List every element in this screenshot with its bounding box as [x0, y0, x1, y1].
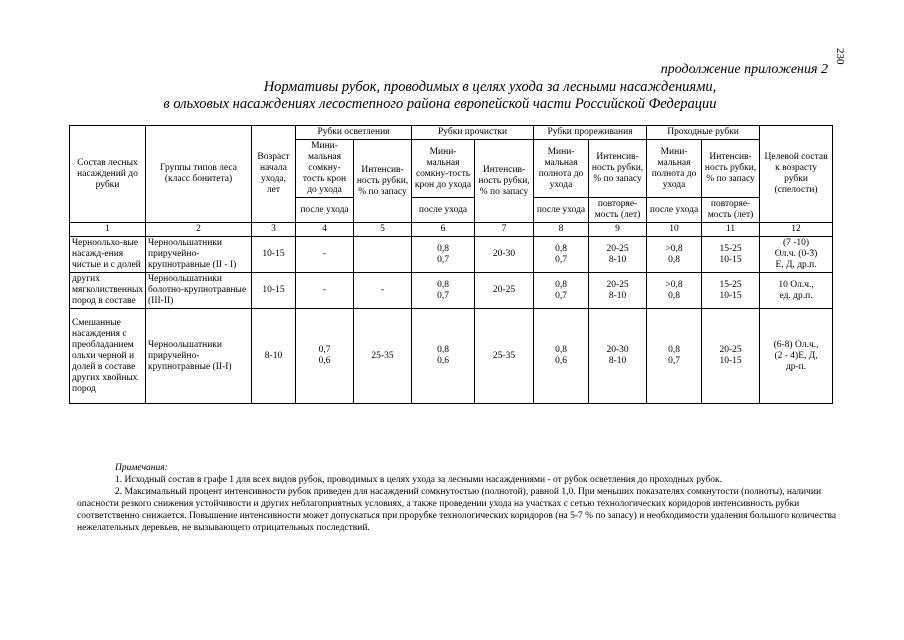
- table-cell: Черноольшатники приручейно-крупнотравные (II - I): [146, 237, 252, 273]
- column-number: 1: [70, 223, 146, 237]
- column-number: 8: [534, 223, 589, 237]
- header-osvetl: Рубки осветления: [296, 126, 412, 140]
- table-cell: 0,7 0,6: [296, 309, 354, 404]
- column-number: 12: [760, 223, 833, 237]
- header-sostav: Состав лесных насаждений до рубки: [70, 126, 146, 223]
- table-cell: (7 -10) Ол.ч. (0-3) Е, Д, др.п.: [760, 237, 833, 273]
- header-intens: Интенсив-ность рубки, % по запасу: [702, 140, 760, 198]
- table-cell: 10-15: [252, 237, 296, 273]
- table-cell: Смешанные насаждения с преобладанием ольхи черной и долей в составе других хвойных пород: [70, 309, 146, 404]
- header-min-poln: Мини-мальная полнота до ухода: [534, 140, 589, 198]
- table-cell: 25-35: [475, 309, 534, 404]
- column-number: 9: [589, 223, 647, 237]
- note-2: 2. Максимальный процент интенсивности рубок приведен для насаждений сомкнутостью (полнотой), равной 1,0. При меньших показателях сомкнутости (полноты), наличии опасности резкого снижения устойчивости и других неблагоприятных условиях, а также проведении ухода на участках с сетью технологических коридоров интенсивность рубки соответственно снижается. Повышение интенсивности может допускаться при прорубке технологических коридоров (на 5-7 % по запасу) и необходимости удаления большого количества нежелательных деревьев, не вызывающего отрицательных последствий.: [77, 487, 837, 533]
- header-tselevoy: Целевой состав к возрасту рубки (спелости): [760, 126, 833, 223]
- header-min-somk: Мини-мальная сомкну-тость крон до ухода: [412, 140, 475, 198]
- table-cell: 0,8 0,7: [412, 273, 475, 309]
- table-cell: 20-30: [475, 237, 534, 273]
- table-cell: 0,8 0,7: [534, 273, 589, 309]
- table-cell: [354, 237, 412, 273]
- table-cell: Черноольшатники болотно-крупнотравные (III-II): [146, 273, 252, 309]
- header-posle: после ухода: [412, 198, 475, 223]
- table-cell: 20-25 8-10: [589, 237, 647, 273]
- column-numbers-row: [70, 223, 833, 237]
- table-cell: -: [296, 237, 354, 273]
- table-cell: 15-25 10-15: [702, 273, 760, 309]
- table-cell: >0,8 0,8: [647, 237, 702, 273]
- table-cell: 0,8 0,7: [647, 309, 702, 404]
- header-prochist: Рубки прочистки: [412, 126, 534, 140]
- header-vozrast: Возраст начала ухода, лет: [252, 126, 296, 223]
- table-cell: 10-15: [252, 273, 296, 309]
- title-line-1: Нормативы рубок, проводимых в целях ухода за лесными насаждениями,: [263, 79, 717, 95]
- table-cell: 8-10: [252, 309, 296, 404]
- table-cell: 0,8 0,7: [412, 237, 475, 273]
- table-cell: 20-25 10-15: [702, 309, 760, 404]
- table-cell: Черноольхо-вые насажд-ения чистые и с долей: [70, 237, 146, 273]
- column-number: 2: [146, 223, 252, 237]
- title-line-2: в ольховых насаждениях лесостепного района европейской части Российской Федерации: [163, 96, 717, 112]
- table-cell: 20-25 8-10: [589, 273, 647, 309]
- table-cell: 15-25 10-15: [702, 237, 760, 273]
- continuation-label: продолжение приложения 2: [660, 62, 828, 77]
- norms-table: [69, 125, 833, 404]
- column-number: 4: [296, 223, 354, 237]
- table-cell: 20-30 8-10: [589, 309, 647, 404]
- table-cell: >0,8 0,8: [647, 273, 702, 309]
- header-intens: Интенсив-ность рубки, % по запасу: [589, 140, 647, 198]
- column-number: 6: [412, 223, 475, 237]
- column-number: 7: [475, 223, 534, 237]
- table-row: [70, 273, 833, 309]
- header-gruppy: Группы типов леса (класс бонитета): [146, 126, 252, 223]
- header-povtor: повторяе-мость (лет): [589, 198, 647, 223]
- column-number: 10: [647, 223, 702, 237]
- table-cell: 20-25: [475, 273, 534, 309]
- notes-heading: Примечания:: [115, 463, 168, 473]
- header-min-poln: Мини-мальная полнота до ухода: [647, 140, 702, 198]
- header-intens: Интенсив-ность рубки, % по запасу: [475, 140, 534, 223]
- note-1: 1. Исходный состав в графе 1 для всех видов рубок, проводимых в целях ухода за лесными насаждениями - от рубок осветления до проходных рубок.: [115, 475, 723, 485]
- table-cell: (6-8) Ол.ч., (2 - 4)Е, Д, др-п.: [760, 309, 833, 404]
- table-cell: Черноольшатники приручейно-крупнотравные (II-I): [146, 309, 252, 404]
- table-cell: -: [354, 273, 412, 309]
- table-row: [70, 237, 833, 273]
- header-povtor: повторяе-мость (лет): [702, 198, 760, 223]
- table-cell: -: [296, 273, 354, 309]
- header-posle: после ухода: [296, 198, 354, 223]
- header-prohod: Проходные рубки: [647, 126, 760, 140]
- table-row: [70, 309, 833, 404]
- header-min-somk: Мини-мальная сомкну-тость крон до ухода: [296, 140, 354, 198]
- table-cell: 0,8 0,7: [534, 237, 589, 273]
- header-row-1: [70, 126, 833, 140]
- header-posle: после ухода: [534, 198, 589, 223]
- page-number: 230: [834, 48, 846, 65]
- table-cell: 10 Ол.ч., ед. др.п.: [760, 273, 833, 309]
- notes: [77, 462, 837, 534]
- column-number: 11: [702, 223, 760, 237]
- table-cell: других мягколиственных пород в составе: [70, 273, 146, 309]
- header-prorezh: Рубки прореживания: [534, 126, 647, 140]
- header-posle: после ухода: [647, 198, 702, 223]
- header-intens: Интенсив-ность рубки, % по запасу: [354, 140, 412, 223]
- column-number: 3: [252, 223, 296, 237]
- table-cell: 0,8 0,6: [412, 309, 475, 404]
- column-number: 5: [354, 223, 412, 237]
- table-cell: 25-35: [354, 309, 412, 404]
- table-cell: 0,8 0,6: [534, 309, 589, 404]
